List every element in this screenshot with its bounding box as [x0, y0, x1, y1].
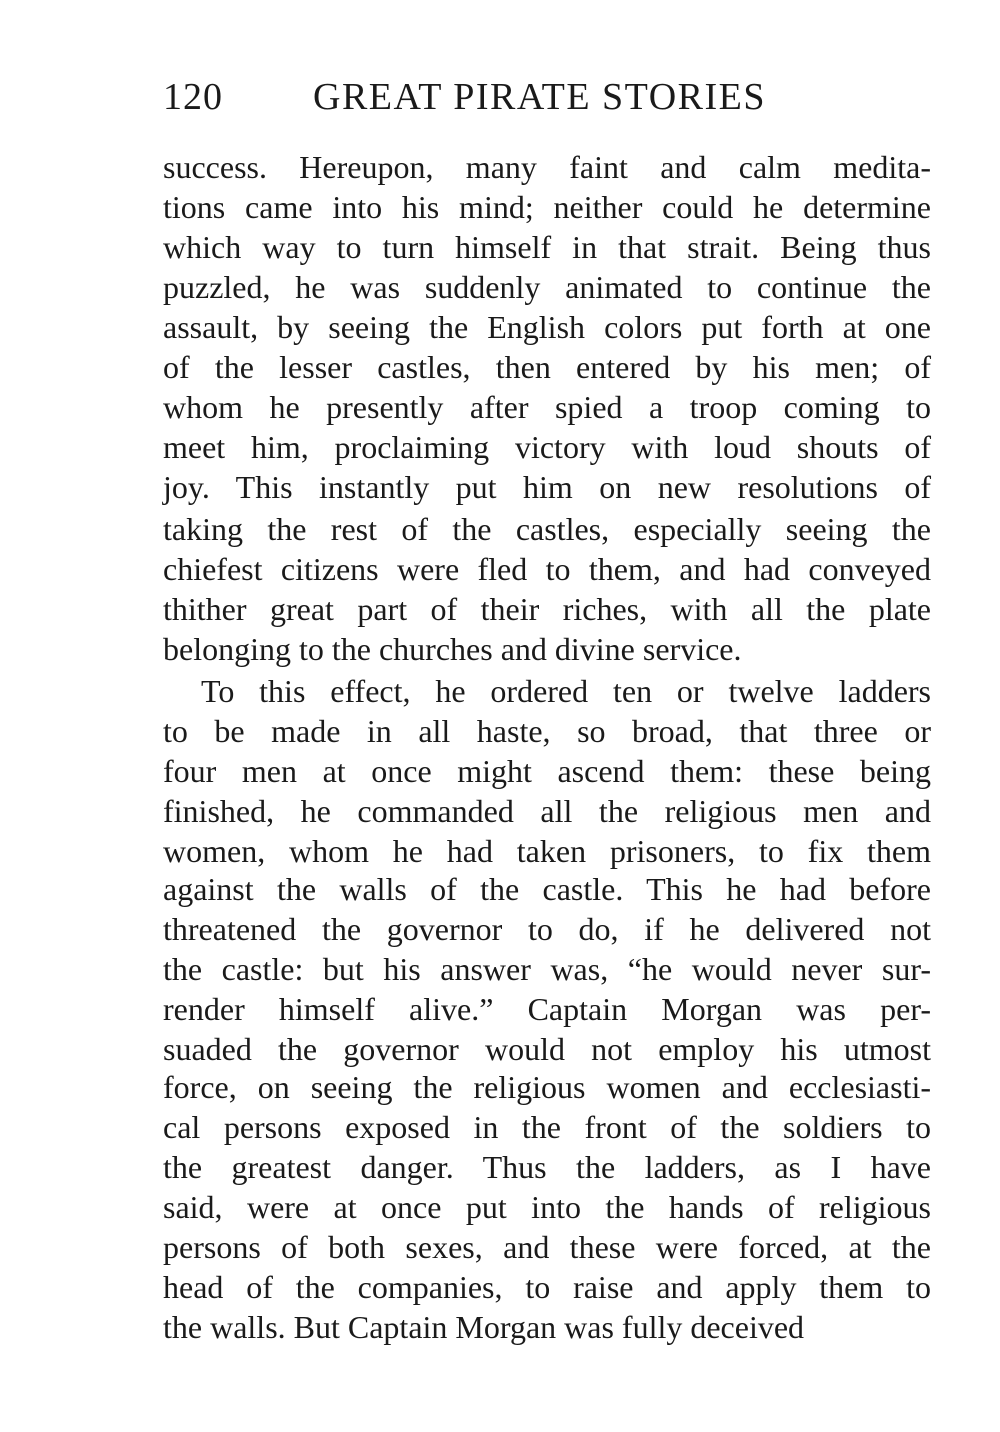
text-line: taking the rest of the castles, especially seeing the	[163, 511, 931, 547]
text-line: women, whom he had taken prisoners, to fix them	[163, 833, 931, 869]
text-line: belonging to the churches and divine service.	[163, 631, 742, 667]
text-line: to be made in all haste, so broad, that three or	[163, 713, 931, 749]
text-line: four men at once might ascend them: these being	[163, 753, 931, 789]
page-number: 120	[163, 76, 223, 118]
text-line: chiefest citizens were fled to them, and had conveyed	[163, 551, 931, 587]
text-line: suaded the governor would not employ his utmost	[163, 1031, 931, 1067]
text-line: force, on seeing the religious women and ecclesiasti-	[163, 1069, 931, 1105]
text-line: assault, by seeing the English colors put forth at one	[163, 309, 931, 345]
text-line: meet him, proclaiming victory with loud shouts of	[163, 429, 931, 465]
text-line: the walls. But Captain Morgan was fully deceived	[163, 1309, 805, 1345]
text-line: against the walls of the castle. This he had before	[163, 871, 931, 907]
text-line: thither great part of their riches, with all the plate	[163, 591, 931, 627]
running-head	[163, 72, 783, 122]
text-line: whom he presently after spied a troop coming to	[163, 389, 931, 425]
text-line: head of the companies, to raise and apply them to	[163, 1269, 931, 1305]
text-line: puzzled, he was suddenly animated to continue the	[163, 269, 931, 305]
text-line: joy. This instantly put him on new resolutions of	[163, 469, 931, 505]
text-line: the castle: but his answer was, “he would never sur-	[163, 951, 931, 987]
text-line: render himself alive.” Captain Morgan was per-	[163, 991, 931, 1027]
text-line: tions came into his mind; neither could he determine	[163, 189, 931, 225]
text-line: cal persons exposed in the front of the soldiers to	[163, 1109, 931, 1145]
book-title: GREAT PIRATE STORIES	[313, 76, 766, 118]
text-line: To this effect, he ordered ten or twelve ladders	[201, 673, 931, 709]
text-line: of the lesser castles, then entered by his men; of	[163, 349, 931, 385]
text-line: the greatest danger. Thus the ladders, as I have	[163, 1149, 931, 1185]
text-line: finished, he commanded all the religious men and	[163, 793, 931, 829]
text-line: threatened the governor to do, if he delivered not	[163, 911, 931, 947]
text-line: success. Hereupon, many faint and calm medita-	[163, 149, 931, 185]
text-line: said, were at once put into the hands of religious	[163, 1189, 931, 1225]
text-line: which way to turn himself in that strait. Being thus	[163, 229, 931, 265]
text-line: persons of both sexes, and these were forced, at the	[163, 1229, 931, 1265]
